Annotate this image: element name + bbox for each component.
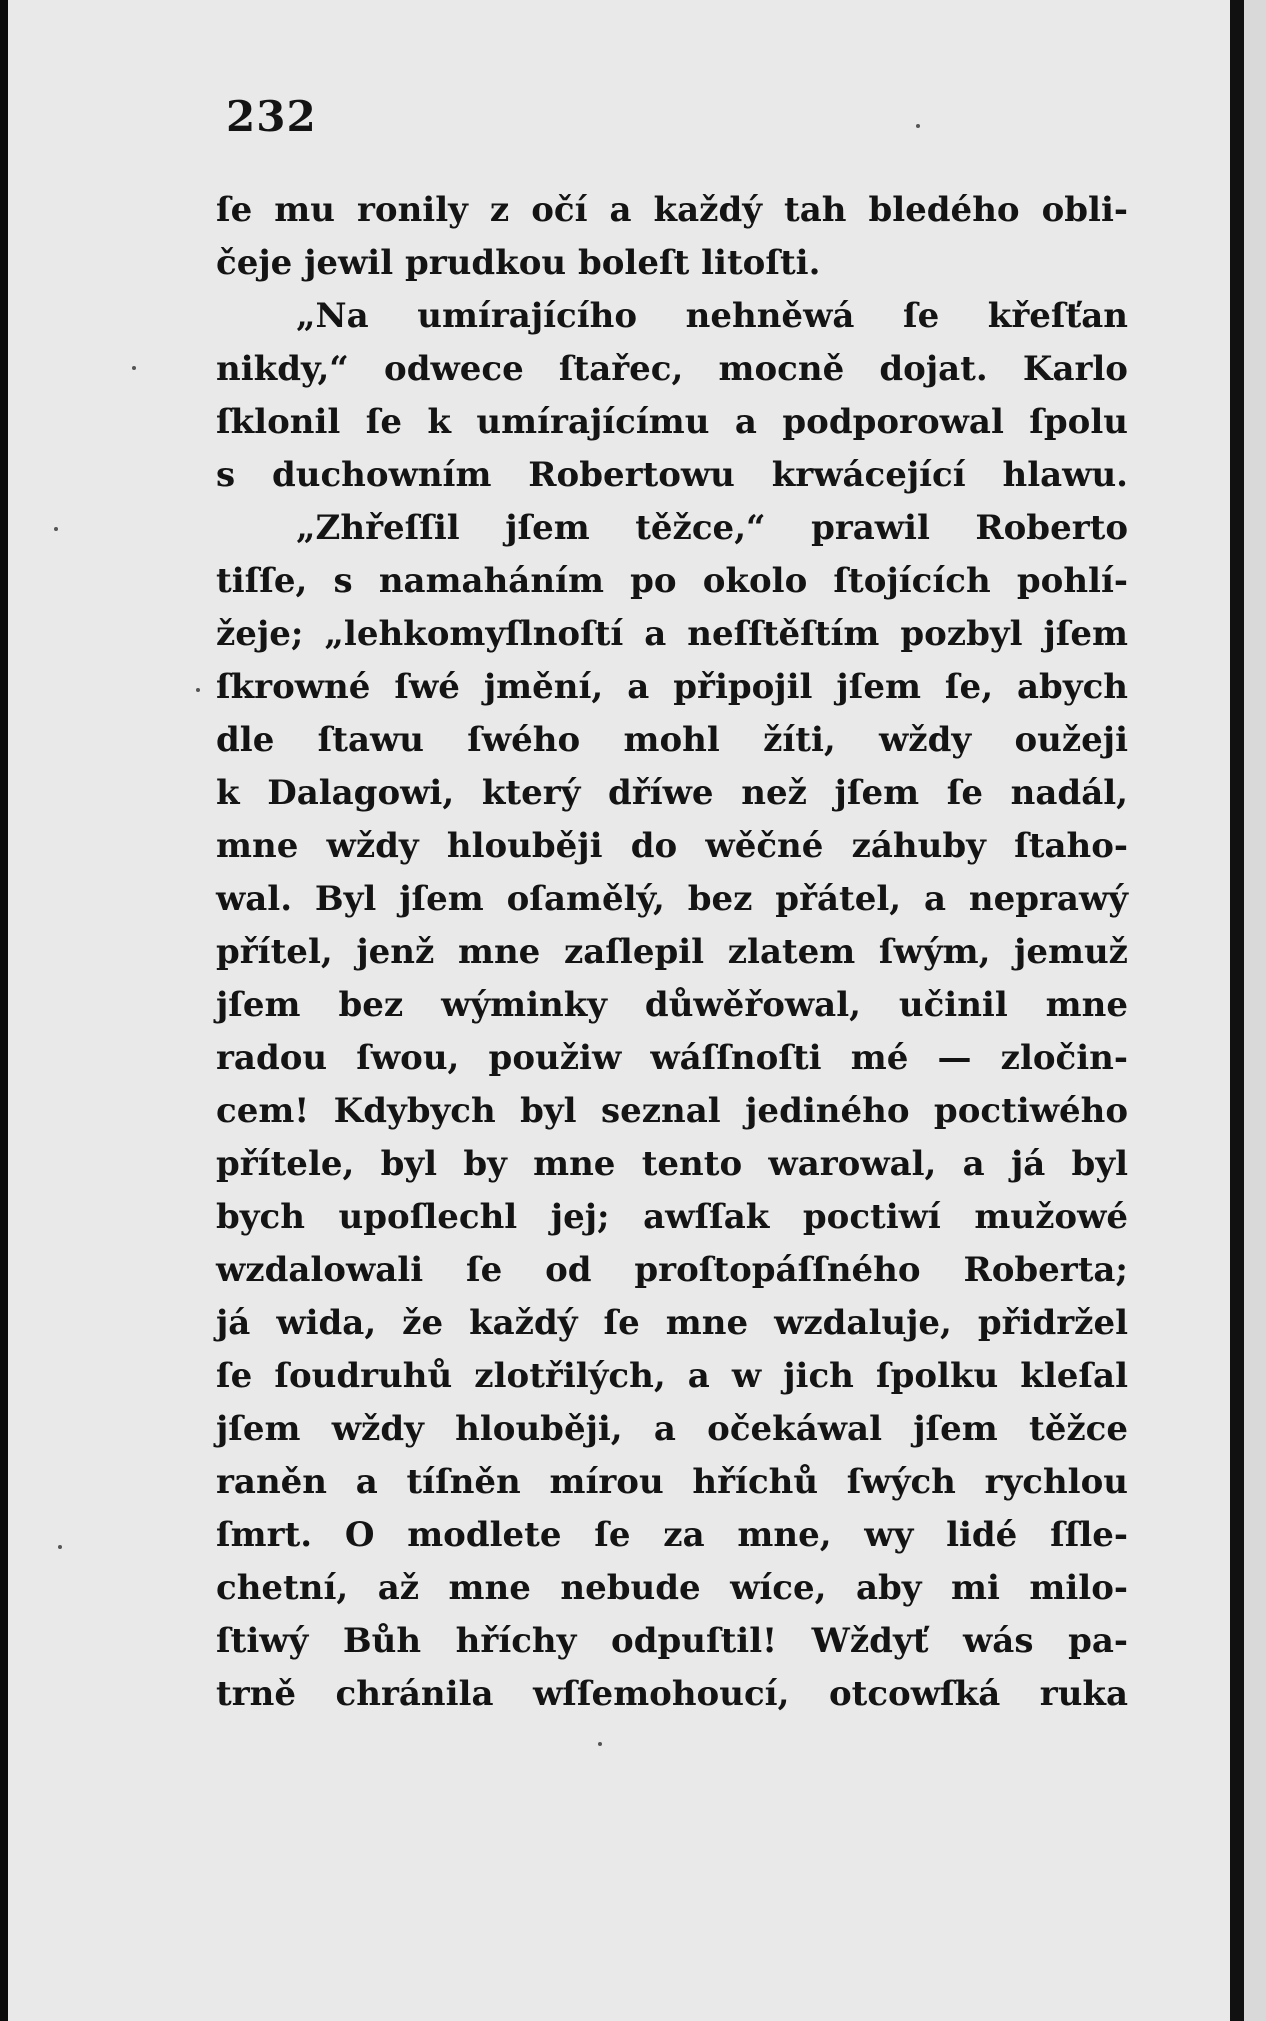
- text-line: dle ſtawu ſwého mohl žíti, wždy oužeji: [216, 720, 1128, 760]
- text-line: já wida, že každý ſe mne wzdaluje, přidržel: [216, 1303, 1128, 1343]
- text-line: ſe ſoudruhů zlotřilých, a w jich ſpolku kleſal: [216, 1356, 1128, 1396]
- text-line: cem! Kdybych byl seznal jediného poctiwého: [216, 1091, 1128, 1131]
- text-line: ſkrowné ſwé jmění, a připojil jſem ſe, abych: [216, 667, 1128, 707]
- text-line: přítele, byl by mne tento warowal, a já byl: [216, 1144, 1128, 1184]
- text-line: s duchowním Robertowu krwácející hlawu.: [216, 455, 1128, 495]
- text-line: trně chránila wſſemohoucí, otcowſká ruka: [216, 1674, 1128, 1714]
- paper-speck: [54, 527, 58, 531]
- text-line: ſmrt. O modlete ſe za mne, wy lidé ſſle-: [216, 1515, 1128, 1555]
- text-line: čeje jewil prudkou boleſt litoſti.: [216, 243, 821, 283]
- text-line: ſe mu ronily z očí a každý tah bledého obli-: [216, 190, 1128, 230]
- text-line: k Dalagowi, který dříwe než jſem ſe nadál,: [216, 773, 1128, 813]
- text-line: wal. Byl jſem oſamělý, bez přátel, a neprawý: [216, 879, 1128, 919]
- text-line: ſklonil ſe k umírajícímu a podporowal ſpolu: [216, 402, 1128, 442]
- text-line: tiſſe, s namaháním po okolo ſtojících pohlí-: [216, 561, 1128, 601]
- text-line: bych upoſlechl jej; awſſak poctiwí mužowé: [216, 1197, 1128, 1237]
- text-line: chetní, až mne nebude wíce, aby mi milo-: [216, 1568, 1128, 1608]
- text-line: „Na umírajícího nehněwá ſe křeſťan: [296, 296, 1128, 336]
- text-line: jſem bez wýminky důwěřowal, učinil mne: [216, 985, 1128, 1025]
- text-line: jſem wždy hlouběji, a očekáwal jſem těžce: [216, 1409, 1128, 1449]
- text-line: nikdy,“ odwece ſtařec, mocně dojat. Karlo: [216, 349, 1128, 389]
- page-number: 232: [226, 92, 317, 141]
- text-line: wzdalowali ſe od proſtopáſſného Roberta;: [216, 1250, 1128, 1290]
- paper-speck: [916, 124, 920, 128]
- page-body-text: [216, 184, 1128, 1721]
- text-line: mne wždy hlouběji do wěčné záhuby ſtaho-: [216, 826, 1128, 866]
- paper-speck: [598, 1742, 602, 1746]
- paper-speck: [196, 688, 200, 692]
- paper-speck: [58, 1545, 62, 1549]
- text-line: ſtiwý Bůh hříchy odpuſtil! Wždyť wás pa-: [216, 1621, 1128, 1661]
- text-line: žeje; „lehkomyſlnoſtí a neſſtěſtím pozbyl jſem: [216, 614, 1128, 654]
- next-page-edge: [1244, 0, 1266, 2021]
- text-line: „Zhřeſſil jſem těžce,“ prawil Roberto: [296, 508, 1128, 548]
- text-line: přítel, jenž mne zaſlepil zlatem ſwým, jemuž: [216, 932, 1128, 972]
- paper-speck: [132, 366, 136, 370]
- text-line: radou ſwou, použiw wáſſnoſti mé — zločin-: [216, 1038, 1128, 1078]
- text-line: raněn a tíſněn mírou hříchů ſwých rychlou: [216, 1462, 1128, 1502]
